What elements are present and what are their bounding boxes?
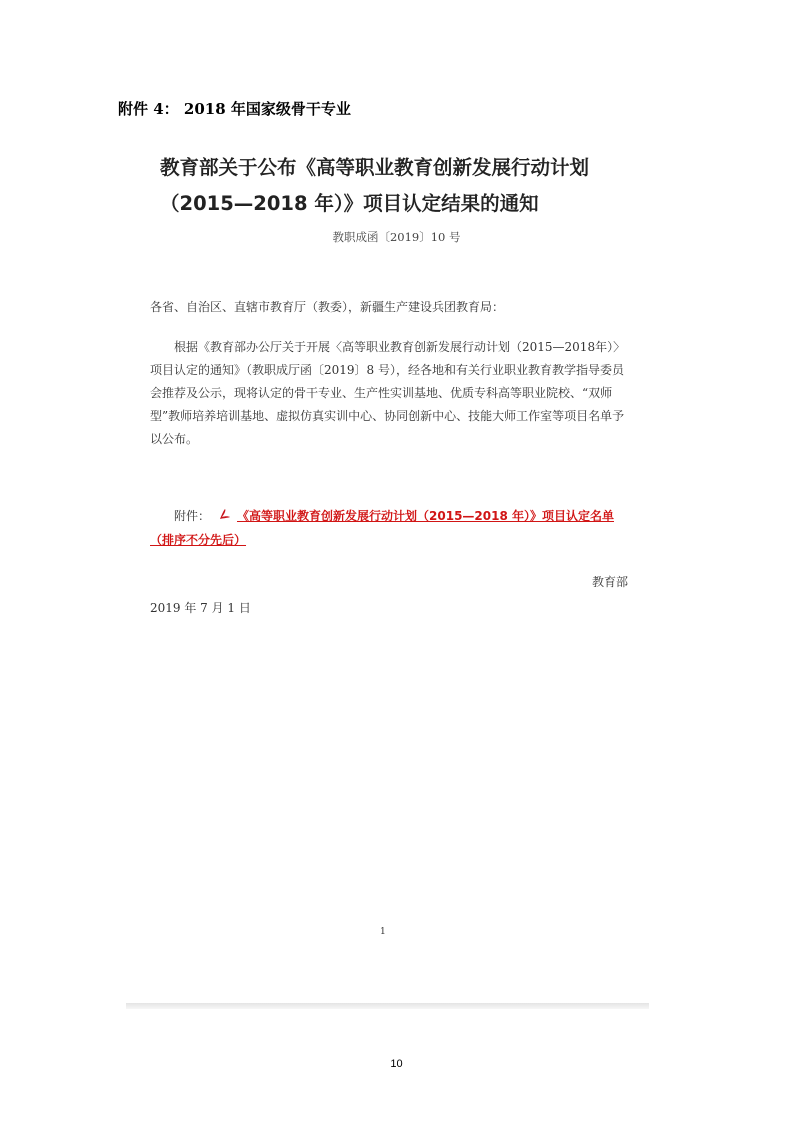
inner-page-number: 1 <box>380 927 386 937</box>
salutation: 各省、自治区、直辖市教育厅（教委），新疆生产建设兵团教育局： <box>150 300 505 314</box>
attachment-label: 附件： <box>174 509 211 523</box>
issue-date: 2019 年 7 月 1 日 <box>150 601 251 615</box>
attachment-row <box>150 504 630 552</box>
issuer: 教育部 <box>591 575 628 589</box>
page-number: 10 <box>390 1058 403 1070</box>
page-divider <box>126 1003 649 1009</box>
pdf-icon <box>218 505 231 518</box>
notice-title: 教育部关于公布《高等职业教育创新发展行动计划（2015—2018 年）》项目认定结果的通知 <box>160 156 590 215</box>
document-number: 教职成函〔2019〕10 号 <box>332 230 461 244</box>
attachment-link[interactable]: 《高等职业教育创新发展行动计划（2015—2018 年）》项目认定名单（排序不分先后） <box>150 509 614 547</box>
body-paragraph: 根据《教育部办公厅关于开展〈高等职业教育创新发展行动计划（2015—2018年）〉项目认定的通知》（教职成厅函〔2019〕8 号），经各地和有关行业职业教育教学指导委员会推荐及公示，现将认定的骨干专业、生产性实训基地、优质专科高等职业院校、“双师型”教师培养培训基地、虚拟仿真实训中心、协同创新中心、技能大师工作室等项目名单予以公布。 <box>150 340 626 446</box>
attachment-heading: 附件 4： 2018 年国家级骨干专业 <box>118 100 351 118</box>
